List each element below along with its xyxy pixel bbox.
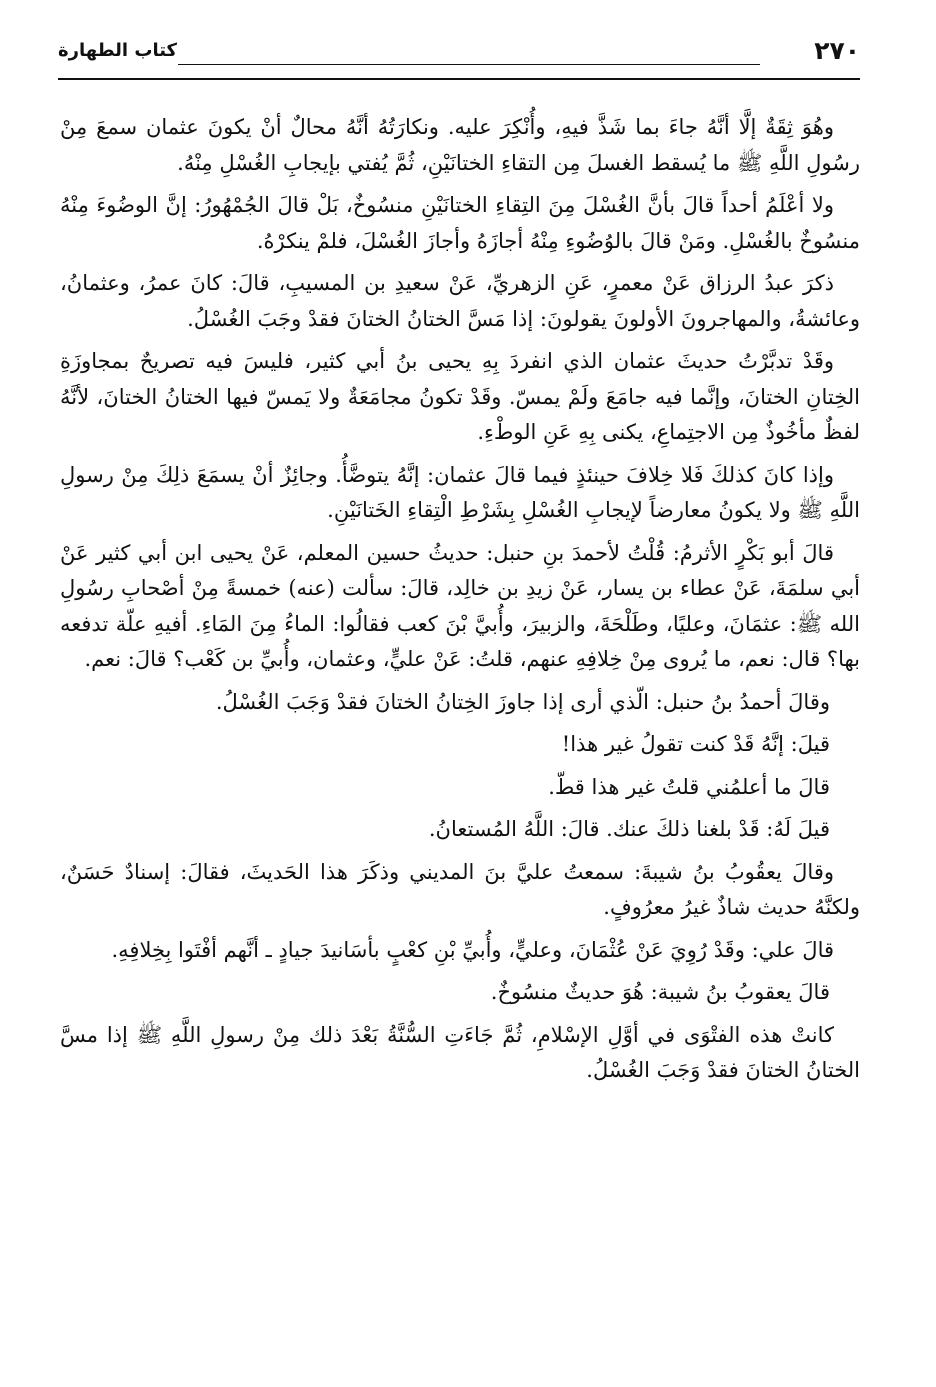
header-leader-line bbox=[178, 64, 760, 65]
paragraph: ذكرَ عبدُ الرزاق عَنْ معمرٍ، عَنِ الزهريِّ، عَنْ سعيدِ بن المسيبِ، قالَ: كانَ عمرُ، وعثمانُ، وعائشةُ، والمهاجرونَ الأولونَ يقولونَ: إذا مَسَّ الختانُ الختانَ فقدْ وجَبَ الغُسْلُ. bbox=[60, 271, 860, 331]
paragraph: قالَ علي: وقَدْ رُوِيَ عَنْ عُثْمَانَ، وعليٍّ، وأُبيِّ بْنِ كعْبٍ بأسَانيدَ جيادٍ ـ أنَّهم أفْتَوا بِخِلافِهِ. bbox=[111, 937, 834, 962]
header-rule bbox=[58, 78, 860, 80]
page-header bbox=[58, 30, 860, 80]
paragraph: قالَ أبو بَكْرٍ الأثرمُ: قُلْتُ لأحمدَ بنِ حنبل: حديثُ حسين المعلم، عَنْ يحيى ابن أبي كثير عَنْ أبي سلمَةَ، عَنْ عطاء بن يسار، عَنْ زيدِ بن خالِد، قالَ: سألت (عنه) خمسةً مِنْ أصْحابِ رسُولِ الله ﷺ: عثمَانَ، وعليًا، وطَلْحَةَ، والزبيرَ، وأُبيَّ بْنَ كعب فقالُوا: الماءُ مِنَ المَاءِ. أفيهِ علّة تدفعه بها؟ قال: نعم، ما يُروى مِنْ خِلافِهِ عنهم، قلتُ: عَنْ عليٍّ، وعثمان، وأُبيِّ بن كَعْب؟ قالَ: نعم. bbox=[60, 540, 860, 671]
paragraph: قالَ يعقوبُ بنُ شيبة: هُوَ حديثٌ منسُوخٌ. bbox=[490, 980, 830, 1004]
paragraph: ولا أعْلَمُ أحداً قالَ بأنَّ الغُسْلَ مِنَ التِقاءِ الختانَيْنِ منسُوخٌ، بَلْ قالَ الجُمْهُورُ: إنَّ الوضُوءَ مِنْهُ منسُوخٌ بالغُسْلِ. ومَنْ قالَ بالوُضُوءِ مِنْهُ أجازَهُ وأجازَ الغُسْلَ، فلمْ ينكرْهُ. bbox=[60, 193, 860, 253]
paragraph: وقَدْ تدبَّرْتُ حديثَ عثمان الذي انفردَ بِهِ يحيى بنُ أبي كثير، فليسَ فيه تصريحٌ بمجاوزَةِ الخِتانِ الختانَ، وإنَّما فيه جامَعَ ولَمْ يمسّ. وقَدْ تكونُ مجامَعَةٌ ولا يَمسّ فيها الختانُ الختانَ، لأنَّهُ لفظٌ مأخُوذٌ مِن الاجتِماعِ، يكنى بِهِ عَنِ الوطْءِ. bbox=[60, 349, 860, 444]
paragraph: وقالَ يعقُوبُ بنُ شيبةَ: سمعتُ عليَّ بنَ المديني وذكَرَ هذا الحَديثَ، فقالَ: إسنادٌ حَسَنٌ، ولكنَّهُ حديث شاذٌ غيرُ معرُوفٍ. bbox=[60, 859, 860, 919]
page-number: ٢٧٠ bbox=[814, 36, 860, 65]
paragraph: وإذا كانَ كذلكَ فَلا خِلافَ حينئذٍ فيما قالَ عثمان: إنَّهُ يتوضَّأُ. وجائِزٌ أنْ يسمَعَ ذلِكَ مِنْ رسولِ اللَّهِ ﷺ ولا يكونُ معارضاً لإيجابِ الغُسْلِ بِشَرْطِ الْتِقاءِ الخَتانَيْنِ. bbox=[60, 462, 860, 522]
book-title: كتاب الطهارة bbox=[58, 40, 178, 61]
paragraph: قيلَ لَهُ: قَدْ بلغنا ذلكَ عنك. قالَ: اللَّهُ المُستعانُ. bbox=[428, 817, 830, 841]
paragraph: قالَ ما أعلمُني قلتُ غير هذا قطّ. bbox=[548, 774, 830, 799]
paragraph: قيلَ: إنَّهُ قَدْ كنت تقولُ غير هذا! bbox=[561, 732, 830, 756]
paragraph: وهُوَ ثِقَةٌ إلَّا أنَّهُ جاءَ بما شَذَّ فيهِ، وأُنْكِرَ عليه. ونكارَتُهُ أنَّهُ محالٌ أنْ يكونَ عثمان سمعَ مِنْ رسُولِ اللَّهِ ﷺ ما يُسقط الغسلَ مِن التقاءِ الختانَيْنِ، ثُمَّ يُفتي بإيجابِ الغُسْلِ مِنْهُ. bbox=[60, 115, 860, 175]
paragraph: كانتْ هذه الفتْوَى في أوَّلِ الإسْلامِ، ثُمَّ جَاءَتِ السُّنَّةُ بَعْدَ ذلك مِنْ رسولِ اللَّهِ ﷺ إذا مسَّ الختانُ الختانَ فقدْ وَجَبَ الغُسْلُ. bbox=[60, 1022, 860, 1082]
paragraph: وقالَ أحمدُ بنُ حنبل: الّذي أرى إذا جاوزَ الخِتانُ الختانَ فقدْ وَجَبَ الغُسْلُ. bbox=[215, 689, 830, 714]
body-text bbox=[60, 110, 860, 1096]
